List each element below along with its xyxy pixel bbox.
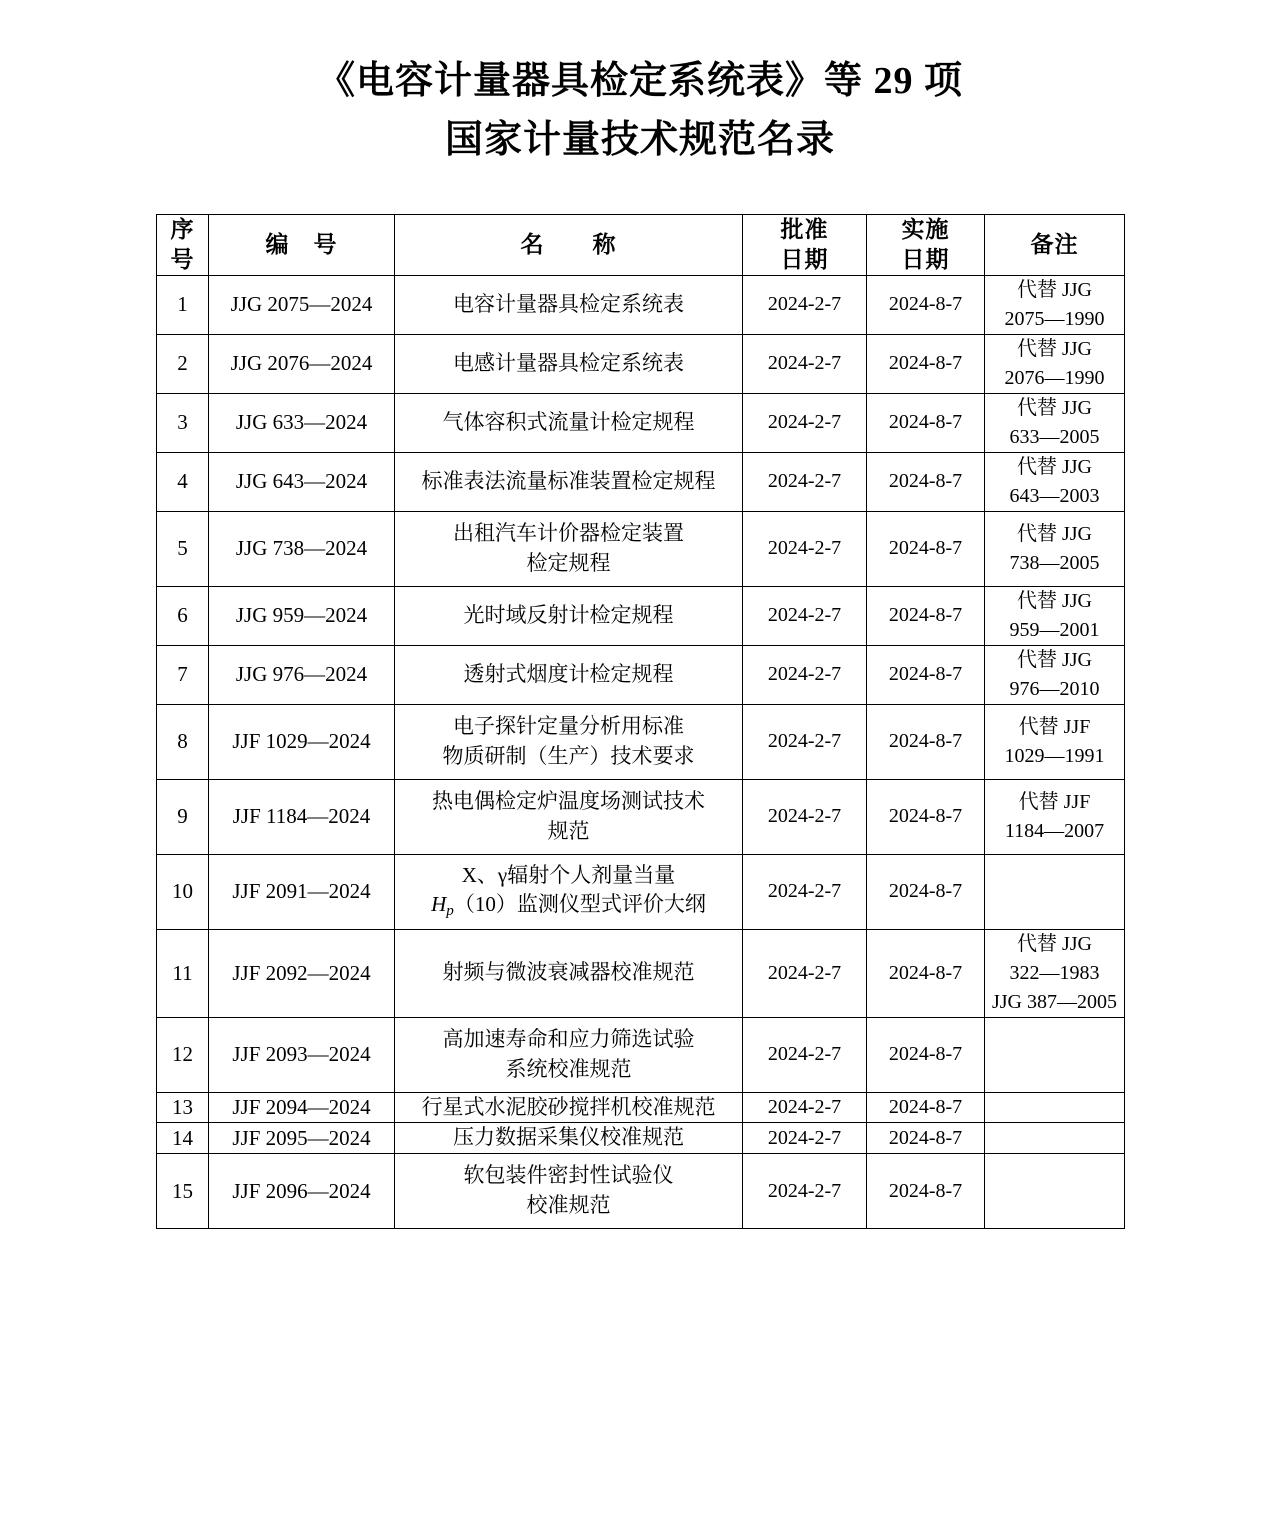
cell-name-line: 光时域反射计检定规程	[463, 602, 674, 627]
cell-note-line: 代替 JJG	[1016, 932, 1092, 955]
cell-index: 14	[157, 1123, 209, 1154]
cell-note	[985, 511, 1125, 586]
cell-code: JJF 1184—2024	[209, 779, 395, 854]
cell-note-line: 959—2001	[1009, 618, 1100, 641]
cell-index: 4	[157, 452, 209, 511]
cell-code: JJF 2096—2024	[209, 1154, 395, 1229]
cell-name	[395, 1092, 743, 1123]
cell-note-line: 738—2005	[1009, 551, 1100, 574]
table-row	[157, 334, 1125, 393]
cell-name-line: 软包装件密封性试验仪	[463, 1163, 674, 1188]
cell-note-line: 代替 JJG	[1016, 648, 1092, 671]
cell-index: 8	[157, 704, 209, 779]
cell-code: JJF 1029—2024	[209, 704, 395, 779]
cell-approval-date: 2024-2-7	[743, 393, 867, 452]
cell-approval-date: 2024-2-7	[743, 854, 867, 929]
cell-implementation-date: 2024-8-7	[867, 779, 985, 854]
cell-name-line: 电容计量器具检定系统表	[453, 291, 684, 316]
standards-table	[156, 214, 1125, 1229]
cell-approval-date: 2024-2-7	[743, 511, 867, 586]
table-body	[157, 275, 1125, 1229]
cell-note-line: 代替 JJF	[1018, 715, 1091, 738]
cell-name-line: 高加速寿命和应力筛选试验	[442, 1026, 695, 1051]
cell-name-line: 标准表法流量标准装置检定规程	[421, 468, 716, 493]
cell-index: 5	[157, 511, 209, 586]
cell-implementation-date: 2024-8-7	[867, 334, 985, 393]
table-row	[157, 511, 1125, 586]
cell-index: 15	[157, 1154, 209, 1229]
cell-name-line: 出租汽车计价器检定装置	[453, 520, 684, 545]
cell-name-line: $H_p(10)$监测仪型式评价大纲	[431, 892, 706, 920]
cell-implementation-date: 2024-8-7	[867, 586, 985, 645]
cell-approval-date: 2024-2-7	[743, 1017, 867, 1092]
cell-name-line: 气体容积式流量计检定规程	[442, 409, 695, 434]
table-header	[157, 214, 1125, 275]
table-row	[157, 645, 1125, 704]
column-header-name: 名 称	[395, 214, 743, 275]
cell-name-line: X、γ辐射个人剂量当量	[461, 862, 676, 887]
cell-name	[395, 645, 743, 704]
cell-code: JJG 738—2024	[209, 511, 395, 586]
cell-name	[395, 452, 743, 511]
cell-note-line: JJG 387—2005	[991, 990, 1117, 1013]
cell-implementation-date: 2024-8-7	[867, 645, 985, 704]
cell-index: 10	[157, 854, 209, 929]
column-header-index: 序 号	[157, 214, 209, 275]
cell-index: 6	[157, 586, 209, 645]
cell-note-line: 2075—1990	[1004, 307, 1105, 330]
cell-note	[985, 586, 1125, 645]
column-header-implementation-date: 实施 日期	[867, 214, 985, 275]
cell-code: JJF 2092—2024	[209, 929, 395, 1017]
cell-name	[395, 1017, 743, 1092]
cell-index: 11	[157, 929, 209, 1017]
cell-name-line: 规范	[547, 818, 590, 843]
cell-implementation-date: 2024-8-7	[867, 1092, 985, 1123]
cell-implementation-date: 2024-8-7	[867, 1123, 985, 1154]
page-title-line-1: 《电容计量器具检定系统表》等 29 项	[316, 60, 963, 102]
cell-approval-date: 2024-2-7	[743, 704, 867, 779]
cell-note-line: 代替 JJG	[1016, 337, 1092, 360]
table-row	[157, 854, 1125, 929]
cell-code: JJF 2095—2024	[209, 1123, 395, 1154]
cell-note	[985, 1123, 1125, 1154]
cell-index: 3	[157, 393, 209, 452]
cell-note	[985, 275, 1125, 334]
cell-approval-date: 2024-2-7	[743, 645, 867, 704]
table-row	[157, 1017, 1125, 1092]
cell-code: JJG 959—2024	[209, 586, 395, 645]
cell-note	[985, 334, 1125, 393]
table-row	[157, 1154, 1125, 1229]
page-title	[90, 52, 1190, 170]
column-header-approval-date: 批准 日期	[743, 214, 867, 275]
cell-note-line: 代替 JJF	[1018, 790, 1091, 813]
cell-name	[395, 854, 743, 929]
cell-approval-date: 2024-2-7	[743, 334, 867, 393]
cell-implementation-date: 2024-8-7	[867, 1154, 985, 1229]
cell-note-line: 976—2010	[1009, 677, 1100, 700]
cell-code: JJG 2075—2024	[209, 275, 395, 334]
table-row	[157, 779, 1125, 854]
table-row	[157, 275, 1125, 334]
cell-code: JJG 643—2024	[209, 452, 395, 511]
cell-implementation-date: 2024-8-7	[867, 854, 985, 929]
cell-code: JJG 633—2024	[209, 393, 395, 452]
cell-note-line: 322—1983	[1009, 961, 1100, 984]
cell-implementation-date: 2024-8-7	[867, 704, 985, 779]
cell-code: JJF 2094—2024	[209, 1092, 395, 1123]
cell-note	[985, 645, 1125, 704]
cell-name	[395, 929, 743, 1017]
cell-name	[395, 586, 743, 645]
cell-name-line: 系统校准规范	[505, 1056, 632, 1081]
cell-approval-date: 2024-2-7	[743, 452, 867, 511]
cell-name-line: 压力数据采集仪校准规范	[453, 1125, 684, 1150]
cell-note-line: 643—2003	[1009, 484, 1100, 507]
cell-name	[395, 393, 743, 452]
cell-implementation-date: 2024-8-7	[867, 929, 985, 1017]
cell-code: JJF 2093—2024	[209, 1017, 395, 1092]
cell-name-line: 物质研制（生产）技术要求	[442, 743, 695, 768]
cell-index: 9	[157, 779, 209, 854]
cell-code: JJF 2091—2024	[209, 854, 395, 929]
cell-name-line: 校准规范	[526, 1193, 611, 1218]
cell-name-line: 行星式水泥胶砂搅拌机校准规范	[421, 1094, 716, 1119]
cell-note-line: 代替 JJG	[1016, 455, 1092, 478]
cell-index: 2	[157, 334, 209, 393]
cell-note-line: 代替 JJG	[1016, 396, 1092, 419]
cell-approval-date: 2024-2-7	[743, 1123, 867, 1154]
cell-note	[985, 452, 1125, 511]
cell-approval-date: 2024-2-7	[743, 1154, 867, 1229]
cell-note	[985, 1092, 1125, 1123]
cell-approval-date: 2024-2-7	[743, 586, 867, 645]
cell-code: JJG 976—2024	[209, 645, 395, 704]
cell-approval-date: 2024-2-7	[743, 275, 867, 334]
cell-name	[395, 1123, 743, 1154]
cell-name	[395, 1154, 743, 1229]
table-row	[157, 929, 1125, 1017]
table-row	[157, 704, 1125, 779]
cell-note-line: 代替 JJG	[1016, 589, 1092, 612]
cell-name-line: 透射式烟度计检定规程	[463, 661, 674, 686]
cell-name	[395, 779, 743, 854]
cell-name	[395, 704, 743, 779]
cell-note-line: 代替 JJG	[1016, 278, 1092, 301]
cell-index: 7	[157, 645, 209, 704]
cell-name-line: 检定规程	[526, 550, 611, 575]
cell-approval-date: 2024-2-7	[743, 1092, 867, 1123]
cell-index: 1	[157, 275, 209, 334]
table-row	[157, 1092, 1125, 1123]
cell-implementation-date: 2024-8-7	[867, 275, 985, 334]
cell-implementation-date: 2024-8-7	[867, 452, 985, 511]
column-header-code: 编 号	[209, 214, 395, 275]
cell-name	[395, 334, 743, 393]
cell-implementation-date: 2024-8-7	[867, 393, 985, 452]
cell-name-line: 射频与微波衰减器校准规范	[442, 960, 695, 985]
cell-implementation-date: 2024-8-7	[867, 1017, 985, 1092]
cell-code: JJG 2076—2024	[209, 334, 395, 393]
cell-name-line: 热电偶检定炉温度场测试技术	[432, 788, 705, 813]
cell-note-line: 2076—1990	[1004, 366, 1105, 389]
table-row	[157, 586, 1125, 645]
cell-note-line: 1184—2007	[1004, 819, 1105, 842]
cell-implementation-date: 2024-8-7	[867, 511, 985, 586]
cell-index: 13	[157, 1092, 209, 1123]
cell-note	[985, 779, 1125, 854]
table-row	[157, 393, 1125, 452]
table-row	[157, 1123, 1125, 1154]
cell-index: 12	[157, 1017, 209, 1092]
standards-table-container	[156, 214, 1124, 1229]
cell-note	[985, 1154, 1125, 1229]
cell-note-line: 633—2005	[1009, 425, 1100, 448]
cell-name	[395, 511, 743, 586]
cell-note	[985, 929, 1125, 1017]
cell-note-line: 1029—1991	[1004, 744, 1105, 767]
cell-note-line: 代替 JJG	[1016, 522, 1092, 545]
cell-name-line: 电感计量器具检定系统表	[453, 350, 684, 375]
cell-approval-date: 2024-2-7	[743, 779, 867, 854]
cell-note	[985, 854, 1125, 929]
cell-name	[395, 275, 743, 334]
cell-approval-date: 2024-2-7	[743, 929, 867, 1017]
column-header-note: 备注	[985, 214, 1125, 275]
page-title-line-2: 国家计量技术规范名录	[444, 118, 835, 161]
cell-note	[985, 1017, 1125, 1092]
cell-name-line: 电子探针定量分析用标准	[453, 713, 684, 738]
cell-note	[985, 393, 1125, 452]
table-header-row	[157, 214, 1125, 275]
cell-note	[985, 704, 1125, 779]
table-row	[157, 452, 1125, 511]
